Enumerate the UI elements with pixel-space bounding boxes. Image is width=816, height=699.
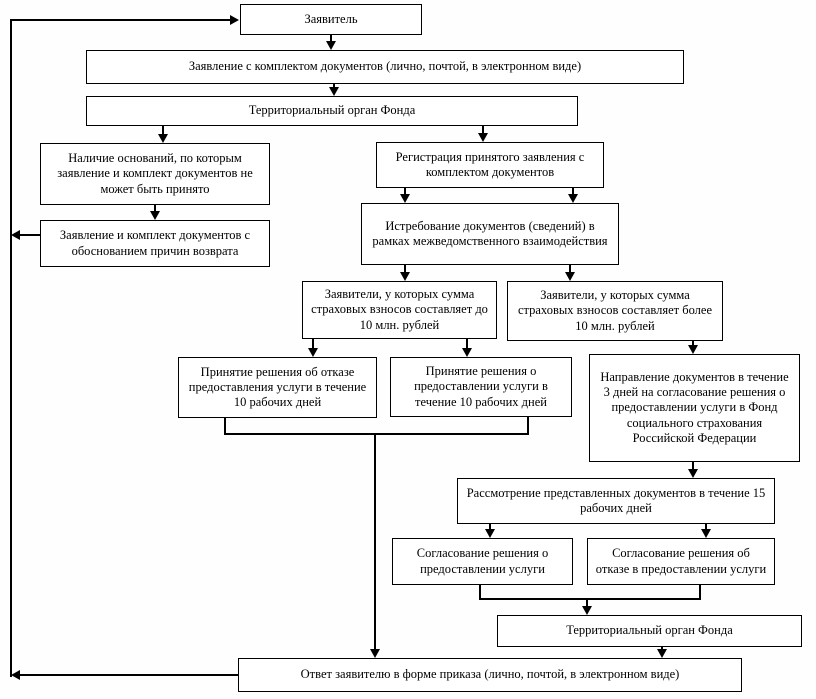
node-review-documents-label: Рассмотрение представленных документов в течение 15 рабочих дней xyxy=(466,485,766,515)
node-approval-of-provision xyxy=(392,538,573,585)
node-forward-documents-label: Направление документов в течение 3 дней на согласование решения о предоставлении услуги в Фонд социального страхования Российской Федерации xyxy=(600,369,789,445)
arrowhead-registration-interagency-right xyxy=(568,194,578,203)
node-applicant xyxy=(240,4,422,35)
node-registration xyxy=(376,142,604,188)
node-refusal-decision-label: Принятие решения об отказе предоставления услуги в течение 10 рабочих дней xyxy=(188,364,367,410)
node-return-with-reasons xyxy=(40,220,270,267)
arrowhead-up-to-10m-refusal xyxy=(308,348,318,357)
node-grounds-for-rejection xyxy=(40,143,270,205)
node-approval-of-provision-label: Согласование решения о предоставлении услуги xyxy=(416,546,549,576)
arrowhead-territorial-registration xyxy=(478,133,488,142)
node-applicant-label: Заявитель xyxy=(304,11,358,26)
connector-return-feedback xyxy=(19,234,40,236)
arrowhead-review-approval-provision xyxy=(485,529,495,538)
arrowhead-into-applicant xyxy=(230,15,239,25)
connector-response-feedback xyxy=(19,674,238,676)
node-territorial-body-bottom-label: Территориальный орган Фонда xyxy=(566,623,733,638)
node-application-label: Заявление с комплектом документов (лично, почтой, в электронном виде) xyxy=(188,59,582,74)
arrowhead-registration-interagency-left xyxy=(400,194,410,203)
arrowhead-up-to-10m-provision xyxy=(462,348,472,357)
connector-merge-descent xyxy=(374,433,376,650)
arrowhead-descent-response xyxy=(370,649,380,658)
connector-feedback-to-applicant xyxy=(12,19,230,21)
node-registration-label: Регистрация принятого заявления с комплектом документов xyxy=(395,149,585,179)
node-application xyxy=(86,50,684,84)
node-return-with-reasons-label: Заявление и комплект документов с обоснованием причин возврата xyxy=(59,228,251,258)
node-forward-documents xyxy=(589,354,800,462)
node-interagency-request xyxy=(361,203,619,265)
node-applicants-up-to-10m-label: Заявители, у которых сумма страховых взносов составляет до 10 млн. рублей xyxy=(311,287,488,332)
node-applicants-up-to-10m xyxy=(302,281,497,339)
node-provision-decision xyxy=(390,357,572,417)
node-approval-of-refusal-label: Согласование решения об отказе в предоставлении услуги xyxy=(595,546,767,576)
node-review-documents xyxy=(457,478,775,524)
node-applicants-over-10m-label: Заявители, у которых сумма страховых взносов составляет более 10 млн. рублей xyxy=(517,288,713,333)
node-response-to-applicant xyxy=(238,658,742,692)
arrowhead-merge-territorial-bottom xyxy=(582,606,592,615)
arrowhead-grounds-return xyxy=(150,211,160,220)
arrowhead-territorial-grounds xyxy=(158,134,168,143)
arrowhead-return-feedback xyxy=(11,230,20,240)
node-response-to-applicant-label: Ответ заявителю в форме приказа (лично, почтой, в электронном виде) xyxy=(300,667,680,682)
connector-approvals-merge xyxy=(479,598,701,600)
arrowhead-territorial-response xyxy=(657,649,667,658)
arrowhead-interagency-up-to-10m xyxy=(400,272,410,281)
arrowhead-interagency-over-10m xyxy=(565,272,575,281)
node-grounds-for-rejection-label: Наличие оснований, по которым заявление и комплект документов не может быть принято xyxy=(57,151,253,196)
node-approval-of-refusal xyxy=(587,538,775,585)
node-interagency-request-label: Истребование документов (сведений) в рамках межведомственного взаимодействия xyxy=(372,218,608,248)
node-territorial-body-top xyxy=(86,96,578,126)
node-provision-decision-label: Принятие решения о предоставлении услуги в течение 10 рабочих дней xyxy=(414,364,548,409)
arrowhead-response-feedback xyxy=(11,670,20,680)
connector-feedback-vertical xyxy=(10,19,12,677)
node-applicants-over-10m xyxy=(507,281,723,341)
connector-decisions-merge xyxy=(224,433,529,435)
arrowhead-applicant-application xyxy=(326,41,336,50)
node-territorial-body-bottom xyxy=(497,615,802,647)
arrowhead-application-territorial xyxy=(329,87,339,96)
arrowhead-over-10m-forward xyxy=(688,345,698,354)
node-territorial-body-top-label: Территориальный орган Фонда xyxy=(248,103,416,118)
node-refusal-decision xyxy=(178,357,377,418)
arrowhead-review-approval-refusal xyxy=(701,529,711,538)
arrowhead-forward-review xyxy=(688,469,698,478)
